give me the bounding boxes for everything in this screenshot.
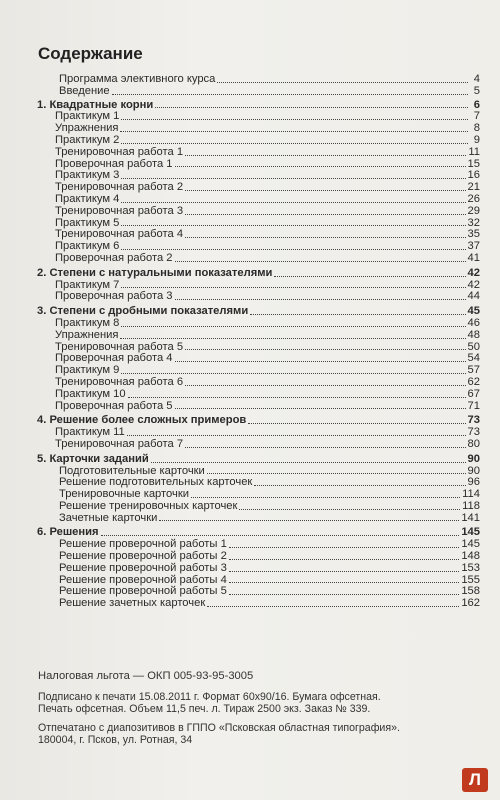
toc-entry-label: Решение проверочной работы 5 bbox=[59, 585, 227, 598]
toc-entry-page: 57 bbox=[467, 364, 480, 377]
tax-line: Налоговая льгота — ОКП 005-93-95-3005 bbox=[38, 670, 254, 682]
toc-entry-page: 54 bbox=[467, 352, 480, 365]
toc-entry bbox=[37, 401, 480, 413]
toc-entry-page: 11 bbox=[468, 145, 480, 158]
toc-entry-label: Практикум 9 bbox=[55, 364, 120, 377]
toc-entry-label: Упражнения bbox=[55, 122, 119, 135]
dot-leader bbox=[159, 518, 459, 521]
toc-entry-page: 145 bbox=[461, 538, 480, 551]
toc-entry bbox=[37, 513, 480, 525]
toc-entry-page: 42 bbox=[467, 278, 480, 291]
toc-entry-label: Практикум 11 bbox=[55, 426, 125, 439]
toc-entry-page: 50 bbox=[467, 340, 480, 353]
toc-entry-label: Проверочная работа 2 bbox=[55, 251, 173, 264]
dot-leader bbox=[175, 259, 466, 262]
toc-entry-page: 73 bbox=[467, 426, 480, 439]
toc-entry-label: Проверочная работа 3 bbox=[55, 290, 173, 303]
toc-entry-label: Зачетные карточки bbox=[59, 511, 158, 524]
toc-entry-page: 41 bbox=[467, 251, 480, 264]
dot-leader bbox=[121, 247, 465, 250]
dot-leader bbox=[229, 569, 460, 572]
toc-entry-page: 8 bbox=[473, 122, 480, 135]
toc-entry-page: 46 bbox=[467, 316, 480, 329]
dot-leader bbox=[185, 347, 465, 350]
toc-entry-page: 45 bbox=[467, 305, 480, 318]
dot-leader bbox=[121, 285, 465, 288]
toc-entry-label: Решение подготовительных карточек bbox=[59, 476, 253, 489]
toc-entry bbox=[37, 253, 480, 265]
dot-leader bbox=[229, 592, 460, 595]
toc-entry-page: 6 bbox=[473, 98, 480, 111]
toc-entry-label: Практикум 10 bbox=[55, 387, 126, 400]
dot-leader bbox=[175, 164, 466, 167]
toc-entry-label: 5. Карточки заданий bbox=[37, 452, 149, 465]
toc-entry-label: Тренировочная работа 6 bbox=[55, 375, 184, 388]
print-info-line-2: Печать офсетная. Объем 11,5 печ. л. Тираж 2500 экз. Заказ № 339. bbox=[38, 703, 371, 716]
dot-leader bbox=[155, 105, 468, 108]
toc-entry bbox=[37, 194, 480, 206]
toc-entry bbox=[37, 389, 480, 401]
toc-entry bbox=[37, 598, 480, 610]
toc-entry-page: 62 bbox=[467, 375, 480, 388]
toc-entry bbox=[37, 291, 480, 303]
toc-entry-label: Практикум 5 bbox=[55, 216, 120, 229]
toc-chapter bbox=[37, 268, 480, 280]
colophon bbox=[38, 670, 478, 746]
dot-leader bbox=[185, 445, 465, 448]
dot-leader bbox=[248, 421, 465, 424]
toc-entry-page: 9 bbox=[473, 133, 480, 146]
toc-entry-label: Тренировочная работа 2 bbox=[55, 181, 184, 194]
toc-entry-page: 42 bbox=[467, 266, 480, 279]
toc-entry-label: Тренировочная работа 4 bbox=[55, 228, 184, 241]
toc-entry-label: Упражнения bbox=[55, 328, 119, 341]
dot-leader bbox=[121, 117, 468, 120]
toc-entry-page: 90 bbox=[467, 452, 480, 465]
dot-leader bbox=[175, 297, 466, 300]
toc-entry-page: 37 bbox=[467, 240, 480, 253]
dot-leader bbox=[185, 212, 465, 215]
dot-leader bbox=[185, 188, 465, 191]
toc-entry-page: 21 bbox=[467, 181, 480, 194]
toc-entry-label: Практикум 8 bbox=[55, 316, 120, 329]
toc-entry bbox=[37, 563, 480, 575]
toc-entry-label: Проверочная работа 4 bbox=[55, 352, 173, 365]
toc-entry-page: 96 bbox=[467, 476, 480, 489]
toc-entry-label: Программа элективного курса bbox=[59, 73, 216, 85]
toc-entry bbox=[37, 377, 480, 389]
toc-entry-label: Практикум 4 bbox=[55, 192, 120, 205]
toc-entry bbox=[37, 86, 480, 98]
dot-leader bbox=[207, 604, 459, 607]
toc-entry-label: Решение проверочной работы 4 bbox=[59, 573, 227, 586]
toc-entry-page: 26 bbox=[467, 192, 480, 205]
toc-entry-page: 15 bbox=[467, 157, 480, 170]
dot-leader bbox=[229, 545, 460, 548]
print-info-line-1: Подписано к печати 15.08.2011 г. Формат 60x90/16. Бумага офсетная. bbox=[38, 691, 381, 704]
dot-leader bbox=[175, 359, 466, 362]
toc-entry-label: Практикум 7 bbox=[55, 278, 120, 291]
dot-leader bbox=[112, 92, 468, 95]
publisher-logo-icon: Л bbox=[462, 768, 488, 792]
toc-entry-page: 16 bbox=[467, 169, 480, 182]
toc-entry-page: 141 bbox=[461, 511, 480, 524]
toc-entry-label: Проверочная работа 5 bbox=[55, 399, 173, 412]
toc-entry-label: Тренировочная работа 7 bbox=[55, 437, 184, 450]
toc-entry-label: 4. Решение более сложных примеров bbox=[37, 414, 247, 427]
dot-leader bbox=[185, 235, 465, 238]
toc-entry-page: 73 bbox=[467, 414, 480, 427]
dot-leader bbox=[127, 433, 466, 436]
dot-leader bbox=[229, 580, 460, 583]
address-line: 180004, г. Псков, ул. Ротная, 34 bbox=[38, 733, 193, 746]
dot-leader bbox=[121, 371, 465, 374]
toc-entry-label: Тренировочная работа 3 bbox=[55, 204, 184, 217]
toc-entry-label: Решение проверочной работы 3 bbox=[59, 561, 227, 574]
toc-entry-page: 153 bbox=[461, 561, 480, 574]
toc-entry-page: 90 bbox=[467, 464, 480, 477]
dot-leader bbox=[239, 507, 460, 510]
toc-entry-label: Решение проверочной работы 1 bbox=[59, 538, 227, 551]
toc-entry bbox=[37, 439, 480, 451]
dot-leader bbox=[120, 129, 468, 132]
toc-entry-page: 29 bbox=[467, 204, 480, 217]
dot-leader bbox=[121, 200, 465, 203]
table-of-contents bbox=[37, 74, 480, 610]
toc-entry-page: 5 bbox=[473, 84, 480, 97]
dot-leader bbox=[128, 395, 466, 398]
toc-entry bbox=[37, 206, 480, 218]
dot-leader bbox=[121, 324, 465, 327]
toc-entry-page: 35 bbox=[467, 228, 480, 241]
toc-entry-label: 6. Решения bbox=[37, 526, 99, 539]
toc-entry-label: 1. Квадратные корни bbox=[37, 98, 154, 111]
toc-entry-label: Тренировочные карточки bbox=[59, 488, 189, 501]
toc-entry-label: Практикум 1 bbox=[55, 110, 120, 123]
dot-leader bbox=[101, 533, 460, 536]
toc-entry-label: 3. Степени с дробными показателями bbox=[37, 305, 249, 318]
toc-entry-page: 71 bbox=[467, 399, 480, 412]
toc-entry-page: 67 bbox=[467, 387, 480, 400]
toc-entry-label: 2. Степени с натуральными показателями bbox=[37, 266, 273, 279]
toc-entry-page: 148 bbox=[461, 550, 480, 563]
toc-entry-page: 80 bbox=[467, 437, 480, 450]
toc-entry-label: Проверочная работа 1 bbox=[55, 157, 173, 170]
dot-leader bbox=[185, 153, 466, 156]
dot-leader bbox=[217, 80, 468, 83]
toc-entry-label: Тренировочная работа 5 bbox=[55, 340, 184, 353]
toc-entry bbox=[37, 318, 480, 330]
toc-entry-label: Практикум 2 bbox=[55, 133, 120, 146]
toc-entry-page: 118 bbox=[462, 499, 480, 512]
dot-leader bbox=[250, 312, 465, 315]
dot-leader bbox=[229, 557, 460, 560]
toc-entry-page: 48 bbox=[467, 328, 480, 341]
toc-entry bbox=[37, 330, 480, 342]
dot-leader bbox=[120, 336, 465, 339]
dot-leader bbox=[151, 460, 466, 463]
toc-entry-label: Введение bbox=[59, 84, 110, 97]
dot-leader bbox=[191, 495, 460, 498]
toc-entry-page: 145 bbox=[461, 526, 480, 539]
toc-entry-label: Тренировочная работа 1 bbox=[55, 145, 184, 158]
dot-leader bbox=[175, 406, 466, 409]
toc-entry-label: Практикум 3 bbox=[55, 169, 120, 182]
dot-leader bbox=[121, 176, 465, 179]
toc-entry bbox=[37, 147, 480, 159]
toc-entry bbox=[37, 135, 480, 147]
toc-entry-page: 32 bbox=[467, 216, 480, 229]
toc-entry-label: Практикум 6 bbox=[55, 240, 120, 253]
dot-leader bbox=[121, 141, 468, 144]
toc-entry bbox=[37, 501, 480, 513]
toc-entry-page: 4 bbox=[473, 73, 480, 85]
dot-leader bbox=[274, 274, 465, 277]
toc-entry-label: Решение зачетных карточек bbox=[59, 597, 206, 610]
dot-leader bbox=[207, 471, 466, 474]
toc-entry-page: 114 bbox=[462, 488, 480, 501]
dot-leader bbox=[185, 383, 465, 386]
dot-leader bbox=[121, 223, 465, 226]
toc-entry-label: Подготовительные карточки bbox=[59, 464, 205, 477]
toc-entry-page: 158 bbox=[461, 585, 480, 598]
toc-entry-page: 155 bbox=[461, 573, 480, 586]
toc-entry-page: 7 bbox=[473, 110, 480, 123]
toc-entry-label: Решение проверочной работы 2 bbox=[59, 550, 227, 563]
toc-chapter bbox=[37, 454, 480, 466]
page-title: Содержание bbox=[38, 44, 143, 63]
toc-entry-label: Решение тренировочных карточек bbox=[59, 499, 238, 512]
printer-line: Отпечатано с диапозитивов в ГППО «Псковская областная типография». bbox=[38, 721, 400, 734]
dot-leader bbox=[254, 483, 465, 486]
toc-entry-page: 44 bbox=[467, 290, 480, 303]
toc-entry-page: 162 bbox=[461, 597, 480, 610]
